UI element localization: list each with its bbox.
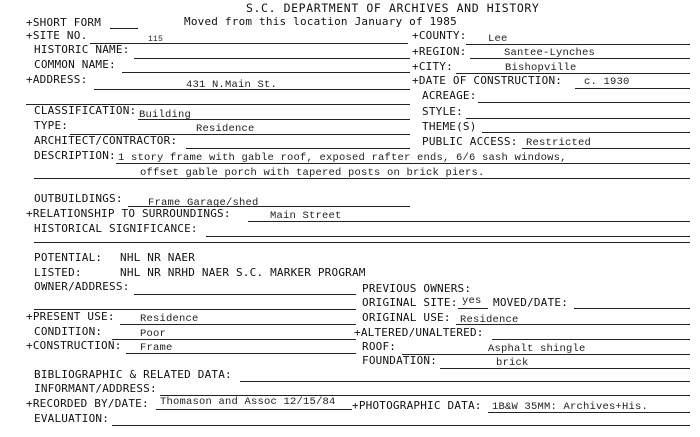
site-no-value: 115 xyxy=(148,35,164,44)
architect-line xyxy=(186,148,410,149)
recorded-by-label: +RECORDED BY/DATE: xyxy=(26,397,149,410)
photographic-label: +PHOTOGRAPHIC DATA: xyxy=(352,399,482,412)
moved-note: Moved from this location January of 1985 xyxy=(184,15,457,28)
foundation-line xyxy=(440,368,690,369)
region-value: Santee-Lynches xyxy=(504,47,596,59)
relationship-line xyxy=(248,221,690,222)
original-use-line xyxy=(456,324,690,325)
original-site-value: yes xyxy=(462,295,482,307)
architect-label: ARCHITECT/CONTRACTOR: xyxy=(34,134,178,147)
original-use-label: ORIGINAL USE: xyxy=(362,311,451,324)
county-value: Lee xyxy=(488,33,508,45)
foundation-value: brick xyxy=(496,357,529,369)
evaluation-label: EVALUATION: xyxy=(34,412,110,425)
photographic-value: 1B&W 35MM: Archives+His. xyxy=(492,401,649,413)
present-use-value: Residence xyxy=(140,313,199,325)
region-label: +REGION: xyxy=(412,45,467,58)
informant-label: INFORMANT/ADDRESS: xyxy=(34,382,157,395)
relationship-value: Main Street xyxy=(270,210,342,222)
construction-line xyxy=(126,353,356,354)
county-line xyxy=(466,44,690,45)
outbuildings-label: OUTBUILDINGS: xyxy=(34,192,123,205)
acreage-line xyxy=(478,102,690,103)
foundation-label: FOUNDATION: xyxy=(362,354,438,367)
short-form-label: +SHORT FORM xyxy=(26,16,102,29)
owner-address-line xyxy=(134,294,356,295)
present-use-label: +PRESENT USE: xyxy=(26,310,115,323)
description-line-2: offset gable porch with tapered posts on brick piers. xyxy=(140,167,485,179)
classification-label: CLASSIFICATION: xyxy=(34,104,137,117)
site-no-line xyxy=(90,43,408,44)
form-title: S.C. DEPARTMENT OF ARCHIVES AND HISTORY xyxy=(246,1,540,15)
common-name-label: COMMON NAME: xyxy=(34,58,116,71)
moved-date-line xyxy=(574,308,690,309)
recorded-by-value: Thomason and Assoc 12/15/84 xyxy=(160,396,336,408)
date-of-construction-label: +DATE OF CONSTRUCTION: xyxy=(412,74,563,87)
city-label: +CITY: xyxy=(412,60,453,73)
construction-label: +CONSTRUCTION: xyxy=(26,339,122,352)
moved-date-label: MOVED/DATE: xyxy=(493,296,569,309)
description-rule-2 xyxy=(34,178,690,179)
type-label: TYPE: xyxy=(34,119,69,132)
original-site-line xyxy=(458,308,488,309)
site-no-label: +SITE NO. xyxy=(26,29,88,42)
original-use-value: Residence xyxy=(460,314,519,326)
bibliographic-line xyxy=(240,381,690,382)
historic-name-label: HISTORIC NAME: xyxy=(34,43,130,56)
present-use-line xyxy=(120,324,356,325)
listed-label: LISTED: xyxy=(34,266,82,279)
classification-value: Building xyxy=(139,109,192,121)
previous-owners-label: PREVIOUS OWNERS: xyxy=(362,282,472,295)
condition-value: Poor xyxy=(140,328,167,340)
altered-label: +ALTERED/UNALTERED: xyxy=(354,326,484,339)
historical-significance-label: HISTORICAL SIGNIFICANCE: xyxy=(34,222,198,235)
separator-line-2 xyxy=(34,242,690,243)
address-value: 431 N.Main St. xyxy=(186,79,278,91)
photographic-line xyxy=(488,412,690,413)
evaluation-line xyxy=(112,425,690,426)
common-name-line xyxy=(122,72,410,73)
description-rule-1 xyxy=(116,163,690,164)
theme-line xyxy=(482,132,690,133)
condition-line xyxy=(112,339,356,340)
original-site-label: ORIGINAL SITE: xyxy=(362,296,458,309)
description-line-1: 1 story frame with gable roof, exposed rafter ends, 6/6 sash windows, xyxy=(118,152,567,164)
address-label: +ADDRESS: xyxy=(26,73,88,86)
city-value: Bishopville xyxy=(505,62,577,74)
address-line xyxy=(94,89,410,90)
description-label: DESCRIPTION: xyxy=(34,149,116,162)
roof-label: ROOF: xyxy=(362,340,397,353)
potential-label: POTENTIAL: xyxy=(34,251,103,264)
public-access-value: Restricted xyxy=(526,137,592,149)
classification-line xyxy=(138,119,410,120)
style-line xyxy=(466,118,690,119)
style-label: STYLE: xyxy=(422,105,463,118)
owner-address-label: OWNER/ADDRESS: xyxy=(34,280,130,293)
roof-value: Asphalt shingle xyxy=(488,343,586,355)
public-access-label: PUBLIC ACCESS: xyxy=(422,135,518,148)
construction-value: Frame xyxy=(140,342,173,354)
recorded-by-line xyxy=(156,409,352,410)
roof-line xyxy=(402,354,690,355)
potential-options: NHL NR NAER xyxy=(120,251,196,264)
type-value: Residence xyxy=(196,123,255,135)
date-of-construction-value: c. 1930 xyxy=(584,76,630,88)
relationship-label: +RELATIONSHIP TO SURROUNDINGS: xyxy=(26,207,231,220)
county-label: +COUNTY: xyxy=(412,29,467,42)
region-line xyxy=(470,58,690,59)
theme-label: THEME(S) xyxy=(422,120,477,133)
short-form-line xyxy=(110,28,138,29)
historic-name-line xyxy=(134,58,410,59)
listed-options: NHL NR NRHD NAER S.C. MARKER PROGRAM xyxy=(120,266,366,279)
date-of-construction-line xyxy=(575,88,690,89)
outbuildings-value: Frame Garage/shed xyxy=(148,197,259,209)
condition-label: CONDITION: xyxy=(34,325,103,338)
bibliographic-label: BIBLIOGRAPHIC & RELATED DATA: xyxy=(34,368,232,381)
altered-line xyxy=(492,339,690,340)
public-access-line xyxy=(522,148,690,149)
historical-significance-line xyxy=(206,236,690,237)
acreage-label: ACREAGE: xyxy=(422,89,477,102)
